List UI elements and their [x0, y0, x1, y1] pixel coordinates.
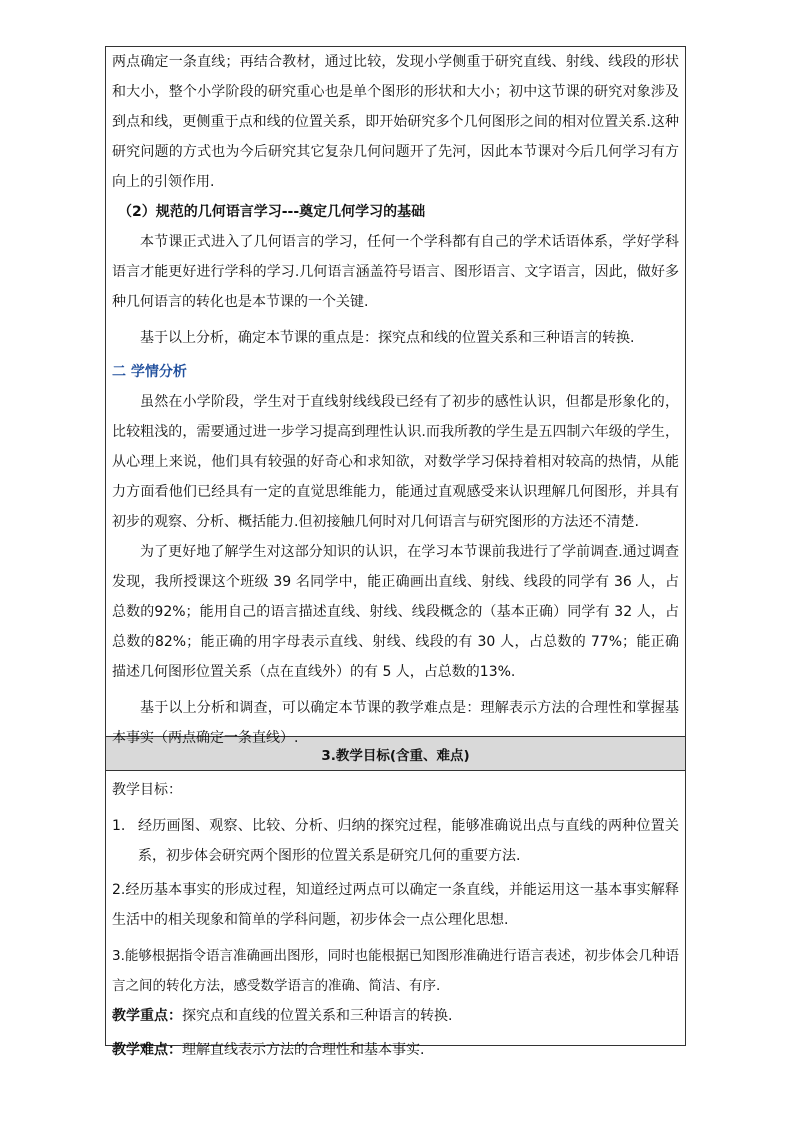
goal-1-text: 经历画图、观察、比较、分析、归纳的探究过程，能够准确说出点与直线的两种位置关系，初步体会研究两个图形的位置关系是研究几何的重要方法. — [138, 818, 679, 864]
goal-2-text: 2.经历基本事实的形成过程，知道经过两点可以确定一条直线，并能运用这一基本事实解释生活中的相关现象和简单的学科问题，初步体会一点公理化思想. — [112, 882, 679, 928]
goals-header-title: 3.教学目标(含重、难点) — [321, 747, 470, 764]
goals-cell — [106, 771, 685, 1058]
paragraph-student-analysis: 虽然在小学阶段，学生对于直线射线线段已经有了初步的感性认识，但都是形象化的，比较粗浅的，需要通过进一步学习提高到理性认识.而我所教的学生是五四制六年级的学生，从心理上来说，他们具有较强的好奇心和求知欲，对数学学习保持着相对较高的热情，从能力方面看他们已经具有一定的直觉思维能力，能通过直观感受来认识理解几何图形，并具有初步的观察、分析、概括能力.但初接触几何时对几何语言与研究图形的方法还不清楚. — [112, 394, 679, 530]
analysis-cell — [106, 47, 685, 746]
difficulty-line — [112, 1035, 679, 1065]
difficulty-label: 教学难点： — [112, 1042, 182, 1058]
key-point-line — [112, 1001, 679, 1031]
subheading-geometry-language: （2）规范的几何语言学习---奠定几何学习的基础 — [118, 204, 426, 220]
paragraph-difficulty-summary: 基于以上分析和调查，可以确定本节课的教学难点是：理解表示方法的合理性和掌握基本事实（两点确定一条直线）. — [112, 700, 679, 746]
paragraph-survey: 为了更好地了解学生对这部分知识的认识，在学习本节课前我进行了学前调查.通过调查发现，我所授课这个班级 39 名同学中，能正确画出直线、射线、线段的同学有 36 人，占总数的92%；能用自己的语言描述直线、射线、线段概念的（基本正确）同学有 32 人，占总数的82%；能正确的用字母表示直线、射线、线段的有 30 人，占总数的 77%；能正确描述几何图形位置关系（点在直线外）的有 5 人，占总数的13%. — [112, 544, 679, 680]
key-point-text: 探究点和直线的位置关系和三种语言的转换. — [182, 1008, 453, 1024]
goal-3-text: 3.能够根据指令语言准确画出图形，同时也能根据已知图形准确进行语言表述，初步体会几种语言之间的转化方法，感受数学语言的准确、简洁、有序. — [112, 948, 679, 994]
goal-1-number: 1. — [112, 818, 126, 834]
difficulty-text: 理解直线表示方法的合理性和基本事实. — [182, 1042, 425, 1058]
goals-label: 教学目标： — [112, 782, 182, 798]
paragraph-key-point-summary: 基于以上分析，确定本节课的重点是：探究点和线的位置关系和三种语言的转换. — [140, 330, 635, 346]
heading-student-analysis: 二 学情分析 — [112, 364, 187, 380]
key-point-label: 教学重点： — [112, 1008, 182, 1024]
goal-item-1 — [112, 811, 679, 871]
lesson-plan-table — [105, 46, 686, 1058]
paragraph-geometry-language: 本节课正式进入了几何语言的学习，任何一个学科都有自己的学术话语体系，学好学科语言才能更好进行学科的学习.几何语言涵盖符号语言、图形语言、文字语言，因此，做好多种几何语言的转化也是本节课的一个关键. — [112, 234, 679, 310]
paragraph-content-analysis: 两点确定一条直线；再结合教材，通过比较，发现小学侧重于研究直线、射线、线段的形状和大小，整个小学阶段的研究重心也是单个图形的形状和大小；初中这节课的研究对象涉及到点和线，更侧重于点和线的位置关系，即开始研究多个几何图形之间的相对位置关系.这种研究问题的方式也为今后研究其它复杂几何问题开了先河，因此本节课对今后几何学习有方向上的引领作用. — [112, 54, 679, 190]
